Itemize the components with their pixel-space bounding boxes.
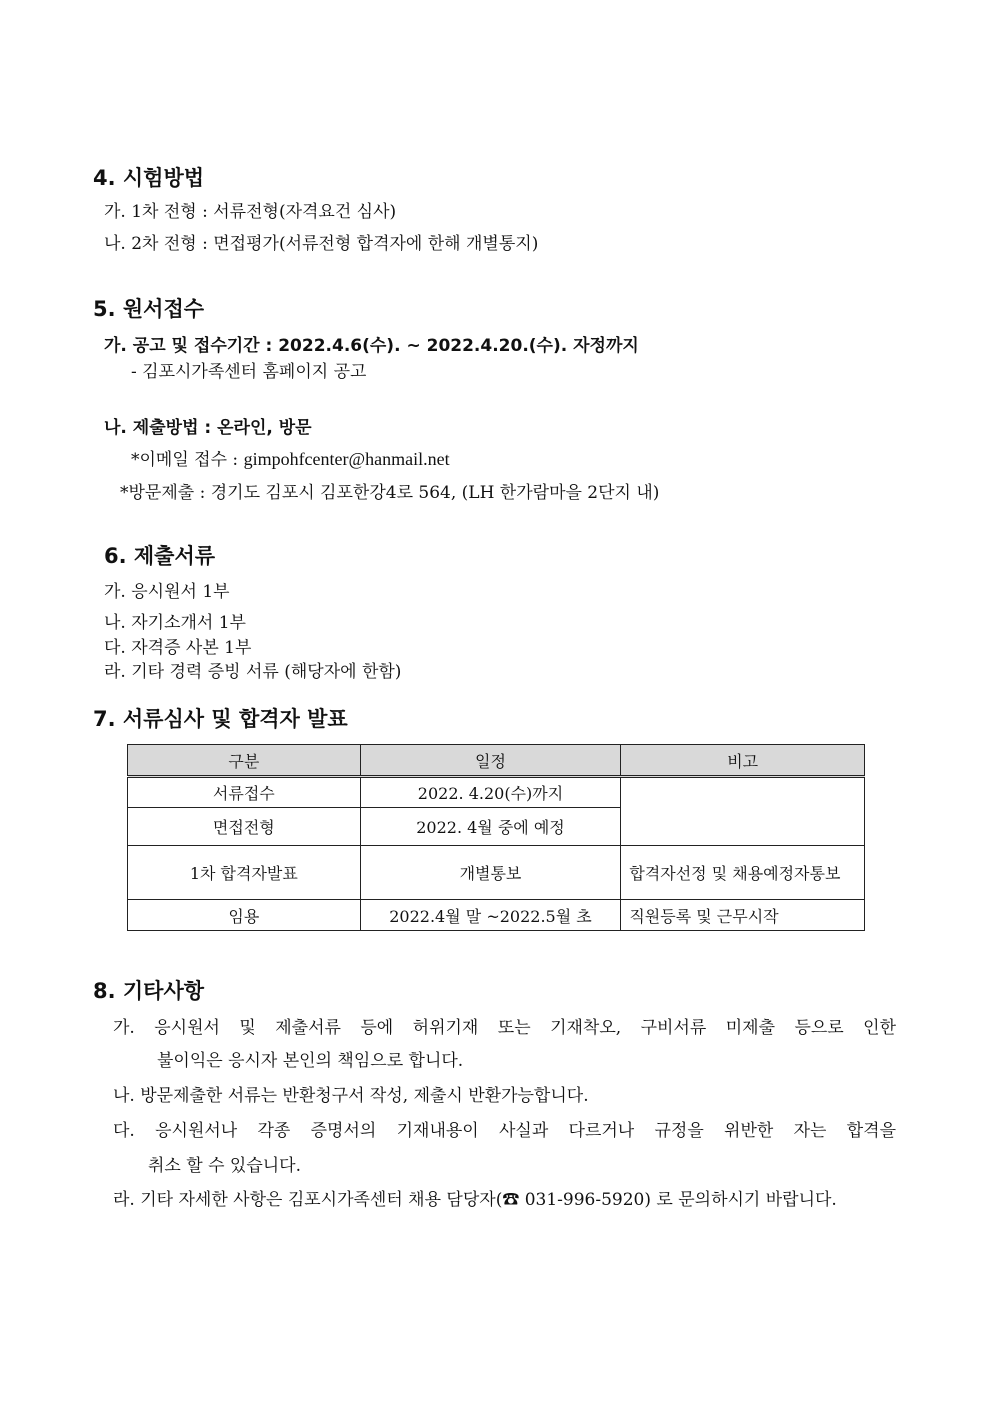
table-cell: 2022.4월 말 ~2022.5월 초 [360,900,621,931]
application-period: 가. 공고 및 접수기간 : 2022.4.6(수). ~ 2022.4.20.(수). 자정까지 [104,336,639,356]
section-6-item-2: 나. 자기소개서 1부 [104,613,246,633]
table-row [128,900,865,931]
section-6-item-1: 가. 응시원서 1부 [104,582,230,602]
section-8-item-2: 나. 방문제출한 서류는 반환청구서 작성, 제출시 반환가능합니다. [113,1086,589,1106]
section-6-item-4: 라. 기타 경력 증빙 서류 (해당자에 한함) [104,662,402,682]
section-8-item-3-line-2: 취소 할 수 있습니다. [148,1156,301,1176]
section-8-item-1-line-2: 불이익은 응시자 본인의 책임으로 합니다. [157,1051,464,1071]
submission-method: 나. 제출방법 : 온라인, 방문 [104,418,312,438]
email-address: gimpohfcenter@hanmail.net [243,449,450,469]
section-5-title: 5. 원서접수 [93,297,205,321]
section-7-title: 7. 서류심사 및 합격자 발표 [93,707,348,731]
section-4-item-1: 가. 1차 전형 : 서류전형(자격요건 심사) [104,202,397,222]
header-schedule: 일정 [360,745,621,777]
table-cell: 2022. 4월 중에 예정 [360,808,621,846]
header-remarks: 비고 [621,745,865,777]
visit-submission: *방문제출 : 경기도 김포시 김포한강4로 564, (LH 한가람마을 2단지 내) [120,483,660,503]
schedule-table [127,744,865,931]
table-cell-empty [621,777,865,846]
section-4-title: 4. 시험방법 [93,166,205,190]
section-8-item-1-line-1: 가. 응시원서 및 제출서류 등에 허위기재 또는 기재착오, 구비서류 미제출 등으로 인한 [113,1018,896,1038]
table-cell: 합격자선정 및 채용예정자통보 [621,846,865,900]
email-submission [131,445,450,470]
table-row [128,846,865,900]
section-4-item-2: 나. 2차 전형 : 면접평가(서류전형 합격자에 한해 개별통지) [104,234,539,254]
section-8-title: 8. 기타사항 [93,979,205,1003]
table-cell: 개별통보 [360,846,621,900]
table-cell: 임용 [128,900,361,931]
table-cell: 직원등록 및 근무시작 [621,900,865,931]
email-label: *이메일 접수 : [131,450,244,470]
table-cell: 면접전형 [128,808,361,846]
section-8-item-4: 라. 기타 자세한 사항은 김포시가족센터 채용 담당자(☎ 031-996-5920) 로 문의하시기 바랍니다. [113,1190,837,1210]
table-cell: 1차 합격자발표 [128,846,361,900]
table-cell: 2022. 4.20(수)까지 [360,777,621,808]
homepage-notice: - 김포시가족센터 홈페이지 공고 [131,362,367,382]
table-row [128,777,865,808]
header-category: 구분 [128,745,361,777]
table-cell: 서류접수 [128,777,361,808]
section-6-item-3: 다. 자격증 사본 1부 [104,638,252,658]
section-6-title: 6. 제출서류 [104,544,216,568]
section-8-item-3-line-1: 다. 응시원서나 각종 증명서의 기재내용이 사실과 다르거나 규정을 위반한 자는 합격을 [113,1121,896,1141]
table-header-row [128,745,865,777]
